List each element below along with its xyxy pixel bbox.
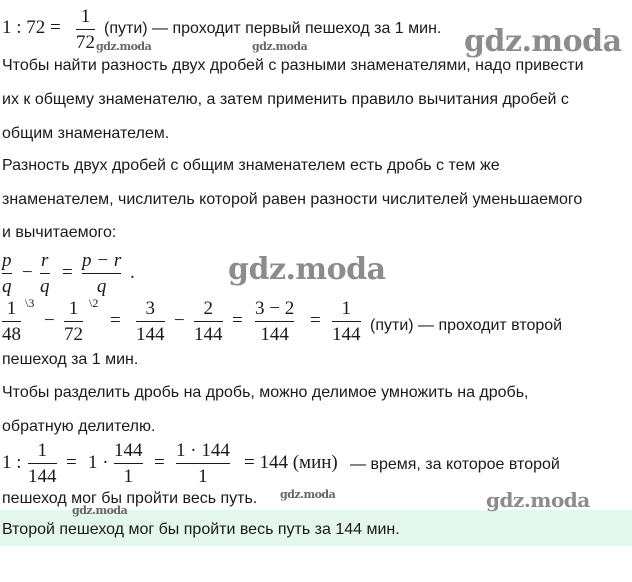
minus-sign: − [44, 310, 55, 331]
equals-sign: = [110, 310, 121, 331]
watermark-logo: gdz.moda [96, 40, 152, 53]
fraction-numerator: 1 [341, 298, 351, 319]
para2-line1: Разность двух дробей с общим знаменателем есть дробь с тем же [2, 157, 500, 174]
fraction-bar [255, 321, 294, 322]
fraction-denominator: 72 [76, 32, 95, 54]
fraction-bar [64, 321, 83, 322]
fraction-denominator: 72 [64, 324, 83, 346]
equals-sign: = [62, 262, 73, 283]
fraction-numerator: 1 [80, 6, 91, 27]
fraction-denominator: 48 [2, 324, 21, 346]
fraction-numerator: 1 [68, 298, 79, 319]
watermark-logo: gdz.moda [280, 488, 336, 501]
fraction-numerator: 144 [114, 440, 143, 461]
division-lhs: 1 : [2, 452, 22, 473]
equals-sign: = [66, 452, 77, 473]
fraction-p-minus-r-q [82, 250, 121, 298]
period: . [130, 262, 135, 283]
multiplier-3: \3 [25, 296, 35, 310]
ratio-lhs: 1 : 72 = [2, 17, 61, 38]
fraction-denominator: q [96, 276, 107, 298]
fraction-numerator: 1 · 144 [176, 440, 230, 461]
fraction-bar [2, 321, 21, 322]
para3-line1: Чтобы разделить дробь на дробь, можно делимое умножить на дробь, [2, 384, 529, 401]
para3-line2: обратную делителю. [2, 418, 156, 435]
para2-line3: и вычитаемого: [2, 224, 117, 241]
fraction-bar [76, 29, 95, 30]
fraction-numerator: 1 [37, 440, 47, 461]
multiplier-2: \2 [89, 296, 99, 310]
fraction-denominator: 144 [28, 466, 57, 488]
watermark-logo: gdz.moda [72, 504, 128, 517]
division-text-2: пешеход мог бы пройти весь путь. [2, 490, 258, 507]
watermark-logo: gdz.moda [228, 252, 386, 287]
fraction-1-144 [332, 298, 361, 346]
fraction-denominator: q [2, 276, 12, 298]
fraction-bar [114, 463, 143, 464]
calc-text-2: пешеход за 1 мин. [2, 351, 139, 368]
calc-text: (пути) — проходит второй [370, 317, 563, 334]
fraction-numerator: 3 − 2 [255, 298, 295, 319]
para1-line3: общим знаменателем. [2, 125, 170, 142]
fraction-denominator: 1 [123, 466, 133, 488]
fraction-1-72 [76, 6, 95, 54]
minus-sign: − [174, 310, 185, 331]
fraction-3-minus-2-144 [255, 298, 294, 346]
fraction-p-q [2, 250, 12, 298]
fraction-3-144 [136, 298, 165, 346]
fraction-numerator: 3 [145, 298, 155, 319]
fraction-bar [332, 321, 361, 322]
fraction-denominator: q [40, 276, 50, 298]
fraction-bar [136, 321, 165, 322]
watermark-logo: gdz.moda [464, 24, 622, 59]
multiply-one: 1 · [88, 452, 109, 473]
fraction-denominator: 144 [136, 324, 165, 346]
fraction-bar [176, 463, 230, 464]
fraction-denominator: 1 [198, 466, 208, 488]
fraction-1-48 [2, 298, 21, 346]
fraction-numerator: r [41, 250, 49, 271]
fraction-bar [40, 273, 50, 274]
equals-sign: = [310, 310, 321, 331]
fraction-bar [28, 463, 57, 464]
fraction-bar [82, 273, 121, 274]
fraction-bar [194, 321, 223, 322]
line1-text: (пути) — проходит первый пешеход за 1 мин. [104, 20, 442, 37]
fraction-numerator: p − r [82, 250, 122, 271]
fraction-144-1 [114, 440, 143, 488]
minus-sign: − [22, 262, 33, 283]
fraction-2-144 [194, 298, 223, 346]
para1-line1: Чтобы найти разность двух дробей с разными знаменателями, надо привести [2, 57, 584, 74]
division-text: — время, за которое второй [350, 456, 560, 473]
answer-text: Второй пешеход мог бы пройти весь путь за 144 мин. [2, 521, 400, 538]
para2-line2: знаменателем, числитель которой равен разности числителей уменьшаемого [2, 191, 583, 208]
para1-line2: их к общему знаменателю, а затем применить правило вычитания дробей с [2, 91, 569, 108]
fraction-denominator: 144 [260, 324, 289, 346]
fraction-numerator: p [2, 250, 12, 271]
fraction-1-144b [28, 440, 57, 488]
fraction-denominator: 144 [194, 324, 223, 346]
fraction-1x144-1 [176, 440, 230, 488]
equals-sign: = [232, 310, 243, 331]
fraction-r-q [40, 250, 50, 298]
fraction-numerator: 1 [6, 298, 17, 319]
watermark-logo: gdz.moda [486, 488, 590, 512]
watermark-logo: gdz.moda [252, 40, 308, 53]
fraction-bar [2, 273, 12, 274]
fraction-1-72b [64, 298, 83, 346]
equals-sign: = [154, 452, 165, 473]
fraction-denominator: 144 [332, 324, 361, 346]
fraction-numerator: 2 [203, 298, 213, 319]
division-result: = 144 (мин) [244, 452, 338, 473]
